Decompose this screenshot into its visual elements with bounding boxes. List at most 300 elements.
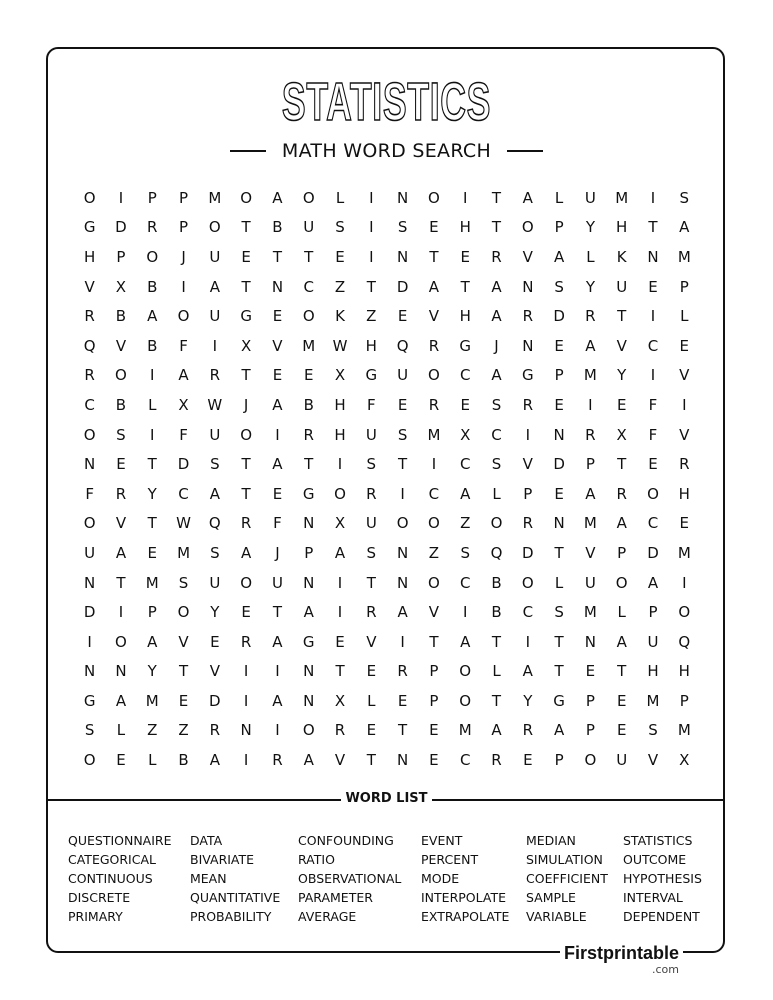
grid-cell: X [616,425,627,444]
grid-cell: R [303,425,314,444]
grid-cell: A [209,484,220,503]
grid-cell: O [521,218,534,237]
grid-cell: N [522,336,534,355]
grid-cell: W [332,336,348,355]
grid-cell: O [428,514,440,533]
grid-cell: I [588,395,593,414]
grid-cell: M [177,543,191,562]
grid-cell: S [460,543,470,562]
grid-cell: I [400,632,405,651]
grid-cell: R [366,484,377,503]
divider [507,150,543,152]
grid-cell: V [209,662,220,681]
word: SAMPLE [526,890,576,905]
grid-cell: U [616,751,628,770]
grid-cell: S [679,188,690,207]
grid-cell: T [366,277,376,296]
grid-cell: Z [334,277,346,296]
grid-cell: G [459,336,472,355]
grid-cell: I [431,455,437,474]
grid-cell: P [304,543,314,562]
grid-cell: Z [460,514,471,533]
grid-cell: H [616,218,628,237]
grid-cell: P [617,543,627,562]
grid-cell: Z [366,307,377,326]
grid-cell: Y [617,366,627,385]
grid-cell: A [460,632,471,651]
grid-cell: J [243,395,249,414]
grid-cell: O [302,721,315,740]
grid-cell: A [147,632,158,651]
grid-cell: O [83,751,96,770]
grid-cell: C [459,455,471,474]
subtitle [0,140,773,162]
grid-cell: G [302,484,315,503]
word-column [298,831,401,926]
grid-cell: E [116,751,126,770]
grid-cell: V [647,751,659,770]
grid-cell: V [585,543,596,562]
grid-cell: R [522,395,534,414]
word: AVERAGE [298,909,357,924]
grid-cell: Z [428,543,440,562]
grid-cell: E [335,247,345,266]
grid-cell: A [303,751,314,770]
word: INTERPOLATE [421,890,506,905]
grid-cell: O [428,573,440,592]
grid-cell: N [397,543,409,562]
grid-cell: T [272,603,283,622]
word: OUTCOME [623,852,687,867]
grid-cell: O [678,603,691,622]
grid-cell: W [207,395,223,414]
grid-cell: X [334,691,346,710]
grid-cell: A [178,366,189,385]
grid-cell: C [647,336,659,355]
grid-cell: M [458,721,472,740]
grid-cell: A [334,543,346,562]
grid-cell: I [682,395,687,414]
grid-cell: P [585,691,595,710]
grid-cell: M [677,543,691,562]
grid-cell: A [553,247,565,266]
grid-cell: T [304,455,314,474]
grid-cell: I [275,425,280,444]
grid-cell: E [210,632,220,651]
grid-cell: B [115,395,127,414]
grid-cell: R [585,307,596,326]
grid-cell: E [397,691,408,710]
grid-cell: O [240,425,253,444]
grid-cell: L [680,307,689,326]
grid-cell: B [491,603,502,622]
grid-cell: C [459,573,471,592]
grid-cell: U [365,514,377,533]
grid-cell: B [491,573,502,592]
grid-cell: I [462,603,468,622]
grid-cell: S [210,455,220,474]
grid-cell: C [459,751,471,770]
grid-cell: S [210,543,220,562]
grid-cell: E [241,603,251,622]
grid-cell: A [647,573,659,592]
grid-cell: A [303,603,314,622]
grid-cell: D [115,218,127,237]
grid-cell: S [84,721,95,740]
grid-cell: T [366,751,376,770]
grid-cell: I [337,573,343,592]
grid-cell: E [272,366,283,385]
grid-cell: U [616,277,628,296]
grid-cell: Y [147,484,157,503]
grid-cell: B [147,277,158,296]
grid-cell: O [615,573,628,592]
grid-cell: X [334,514,346,533]
grid-cell: T [491,188,502,207]
grid-cell: T [398,455,408,474]
grid-cell: L [554,188,564,207]
grid-cell: M [583,514,597,533]
grid-cell: A [272,691,283,710]
grid-cell: O [115,632,127,651]
grid-cell: N [303,514,315,533]
grid-cell: K [616,247,627,266]
grid-cell: A [272,188,283,207]
grid-cell: E [585,662,596,681]
grid-cell: H [84,247,96,266]
grid-cell: F [367,395,376,414]
grid-cell: E [272,307,283,326]
grid-cell: A [147,307,158,326]
grid-cell: O [302,188,315,207]
grid-cell: S [116,425,126,444]
grid-cell: T [241,218,251,237]
grid-cell: Q [83,336,96,355]
grid-cell: T [460,277,470,296]
grid-cell: U [209,307,221,326]
brand-suffix: .com [652,963,680,976]
grid-cell: O [521,573,534,592]
grid-cell: T [241,366,251,385]
grid-cell: A [616,632,627,651]
grid-cell: A [585,336,596,355]
grid-cell: W [176,514,191,533]
grid-cell: R [522,721,534,740]
grid-cell: O [177,307,190,326]
grid-cell: L [492,484,501,503]
grid-cell: V [522,247,533,266]
grid-cell: Q [678,632,691,651]
grid-cell: N [397,188,409,207]
word: CONFOUNDING [298,833,394,848]
grid-cell: T [147,455,157,474]
grid-cell: D [177,455,190,474]
grid-cell: N [84,455,96,474]
grid-cell: S [554,603,564,622]
word-column [526,831,608,926]
grid-cell: E [335,632,345,651]
grid-cell: T [304,247,314,266]
grid-cell: C [647,514,659,533]
grid-cell: O [302,307,315,326]
grid-cell: G [521,366,534,385]
grid-cell: A [115,543,127,562]
grid-cell: K [335,307,345,326]
grid-cell: I [275,721,280,740]
grid-cell: T [554,632,564,651]
grid-cell: I [118,603,124,622]
grid-cell: L [335,188,345,207]
grid-cell: X [460,425,471,444]
grid-cell: O [396,514,409,533]
grid-cell: A [491,277,502,296]
grid-cell: G [365,366,378,385]
grid-cell: P [554,751,564,770]
grid-cell: G [83,691,96,710]
grid-cell: D [647,543,659,562]
word: PROBABILITY [190,909,272,924]
grid-cell: E [272,484,283,503]
grid-cell: O [490,514,503,533]
grid-cell: P [554,366,564,385]
grid-cell: E [460,247,470,266]
grid-cell: I [369,188,374,207]
word: QUESTIONNAIRE [68,833,172,848]
word: DISCRETE [68,890,131,905]
grid-cell: I [243,691,249,710]
grid-cell: H [334,395,346,414]
grid-cell: T [147,514,157,533]
grid-cell: N [84,662,96,681]
grid-cell: T [491,632,502,651]
grid-cell: I [650,188,656,207]
grid-cell: E [397,395,408,414]
grid-cell: J [494,336,499,355]
grid-cell: N [584,632,597,651]
grid-cell: I [118,188,124,207]
grid-cell: O [459,691,472,710]
grid-cell: V [428,307,440,326]
grid-cell: R [334,721,346,740]
grid-cell: A [679,218,690,237]
grid-cell: F [179,425,188,444]
grid-cell: U [209,573,221,592]
subtitle-text: MATH WORD SEARCH [281,140,492,162]
grid-cell: R [522,307,534,326]
grid-cell: C [522,603,534,622]
grid-cell: O [459,662,472,681]
grid-cell: R [240,514,252,533]
word-list-label: WORD LIST [341,791,431,806]
grid-cell: P [429,691,439,710]
grid-cell: A [209,751,220,770]
grid-cell: N [553,514,565,533]
grid-cell: E [429,721,439,740]
grid-cell: P [648,603,658,622]
grid-cell: N [647,247,659,266]
grid-cell: I [87,632,92,651]
grid-cell: N [271,277,284,296]
title-text: STATISTICS [281,72,492,132]
grid-cell: S [366,543,377,562]
grid-cell: O [115,366,127,385]
grid-cell: I [650,366,656,385]
grid-cell: O [83,425,96,444]
grid-cell: I [337,603,343,622]
grid-cell: R [428,395,440,414]
grid-cell: R [240,632,252,651]
grid-cell: R [366,603,377,622]
grid-cell: E [679,336,690,355]
grid-cell: N [522,277,534,296]
grid-cell: H [647,662,659,681]
grid-cell: B [178,751,189,770]
grid-cell: A [491,366,502,385]
grid-cell: N [303,691,315,710]
grid-cell: T [116,573,126,592]
grid-cell: U [397,366,409,385]
grid-cell: E [147,543,157,562]
grid-cell: F [648,395,658,414]
grid-cell: T [554,543,564,562]
grid-cell: M [427,425,441,444]
grid-cell: I [337,455,343,474]
grid-cell: F [273,514,282,533]
grid-cell: Y [147,662,157,681]
grid-cell: N [115,662,127,681]
grid-cell: Y [210,603,220,622]
grid-cell: A [553,721,565,740]
grid-cell: D [396,277,409,296]
grid-cell: X [334,366,346,385]
grid-cell: T [366,573,376,592]
word: STATISTICS [623,833,693,848]
grid-cell: T [241,277,251,296]
grid-cell: I [369,247,374,266]
grid-cell: D [553,307,565,326]
grid-cell: P [147,188,157,207]
word: DATA [190,833,223,848]
grid-cell: P [585,455,595,474]
grid-cell: Z [178,721,189,740]
grid-cell: D [83,603,96,622]
grid-cell: X [679,751,690,770]
word: QUANTITATIVE [190,890,281,905]
grid-cell: R [522,514,534,533]
grid-cell: V [366,632,377,651]
grid-cell: N [84,573,96,592]
grid-cell: O [146,247,159,266]
word-column [190,831,280,926]
grid-cell: H [678,662,690,681]
grid-cell: V [428,603,440,622]
grid-cell: V [84,277,95,296]
grid-cell: E [303,366,314,385]
grid-cell: O [83,514,96,533]
grid-cell: E [616,395,627,414]
grid-cell: C [303,277,314,296]
grid-cell: R [585,425,596,444]
grid-cell: A [585,484,596,503]
grid-cell: R [209,366,221,385]
word-column [68,831,172,926]
grid-cell: T [617,662,627,681]
grid-cell: D [522,543,534,562]
grid-cell: E [178,691,189,710]
grid-cell: P [429,662,439,681]
grid-cell: U [365,425,377,444]
grid-cell: D [553,455,565,474]
grid-cell: J [181,247,186,266]
grid-cell: E [648,277,658,296]
word-list-heading [0,791,773,806]
grid-cell: P [179,188,189,207]
grid-cell: M [677,721,691,740]
grid-cell: A [272,455,283,474]
grid-cell: T [178,662,189,681]
word: COEFFICIENT [526,871,608,886]
grid-cell: A [272,632,283,651]
grid-cell: E [429,218,439,237]
grid-cell: O [177,603,190,622]
grid-cell: I [650,307,656,326]
divider [230,150,266,152]
word: CATEGORICAL [68,852,156,867]
grid-cell: B [272,218,283,237]
grid-cell: J [275,543,280,562]
word: PRIMARY [68,909,123,924]
grid-cell: N [553,425,565,444]
grid-cell: R [84,307,95,326]
title [0,72,773,132]
grid-cell: M [145,573,159,592]
word: INTERVAL [623,890,683,905]
word: SIMULATION [526,852,603,867]
grid-cell: T [491,218,502,237]
grid-cell: H [459,218,471,237]
grid-cell: U [209,247,221,266]
grid-cell: U [84,543,96,562]
grid-cell: I [525,425,531,444]
grid-cell: I [212,336,218,355]
grid-cell: P [679,277,689,296]
grid-cell: S [554,277,564,296]
grid-cell: U [584,188,596,207]
grid-cell: E [429,751,439,770]
grid-cell: C [178,484,189,503]
grid-cell: Z [147,721,158,740]
grid-cell: S [397,218,408,237]
grid-cell: I [462,188,468,207]
grid-cell: A [616,514,627,533]
grid-cell: N [397,751,409,770]
grid-cell: T [241,484,251,503]
grid-cell: C [428,484,440,503]
grid-cell: Y [585,218,595,237]
word-column [623,831,702,926]
grid-cell: H [459,307,471,326]
grid-cell: O [428,188,440,207]
grid-cell: T [648,218,658,237]
grid-cell: E [554,395,564,414]
grid-cell: V [522,455,533,474]
grid-cell: O [428,366,440,385]
grid-cell: L [554,573,564,592]
grid-cell: E [366,662,377,681]
grid-cell: U [303,218,315,237]
word: HYPOTHESIS [623,871,702,886]
grid-cell: L [617,603,626,622]
